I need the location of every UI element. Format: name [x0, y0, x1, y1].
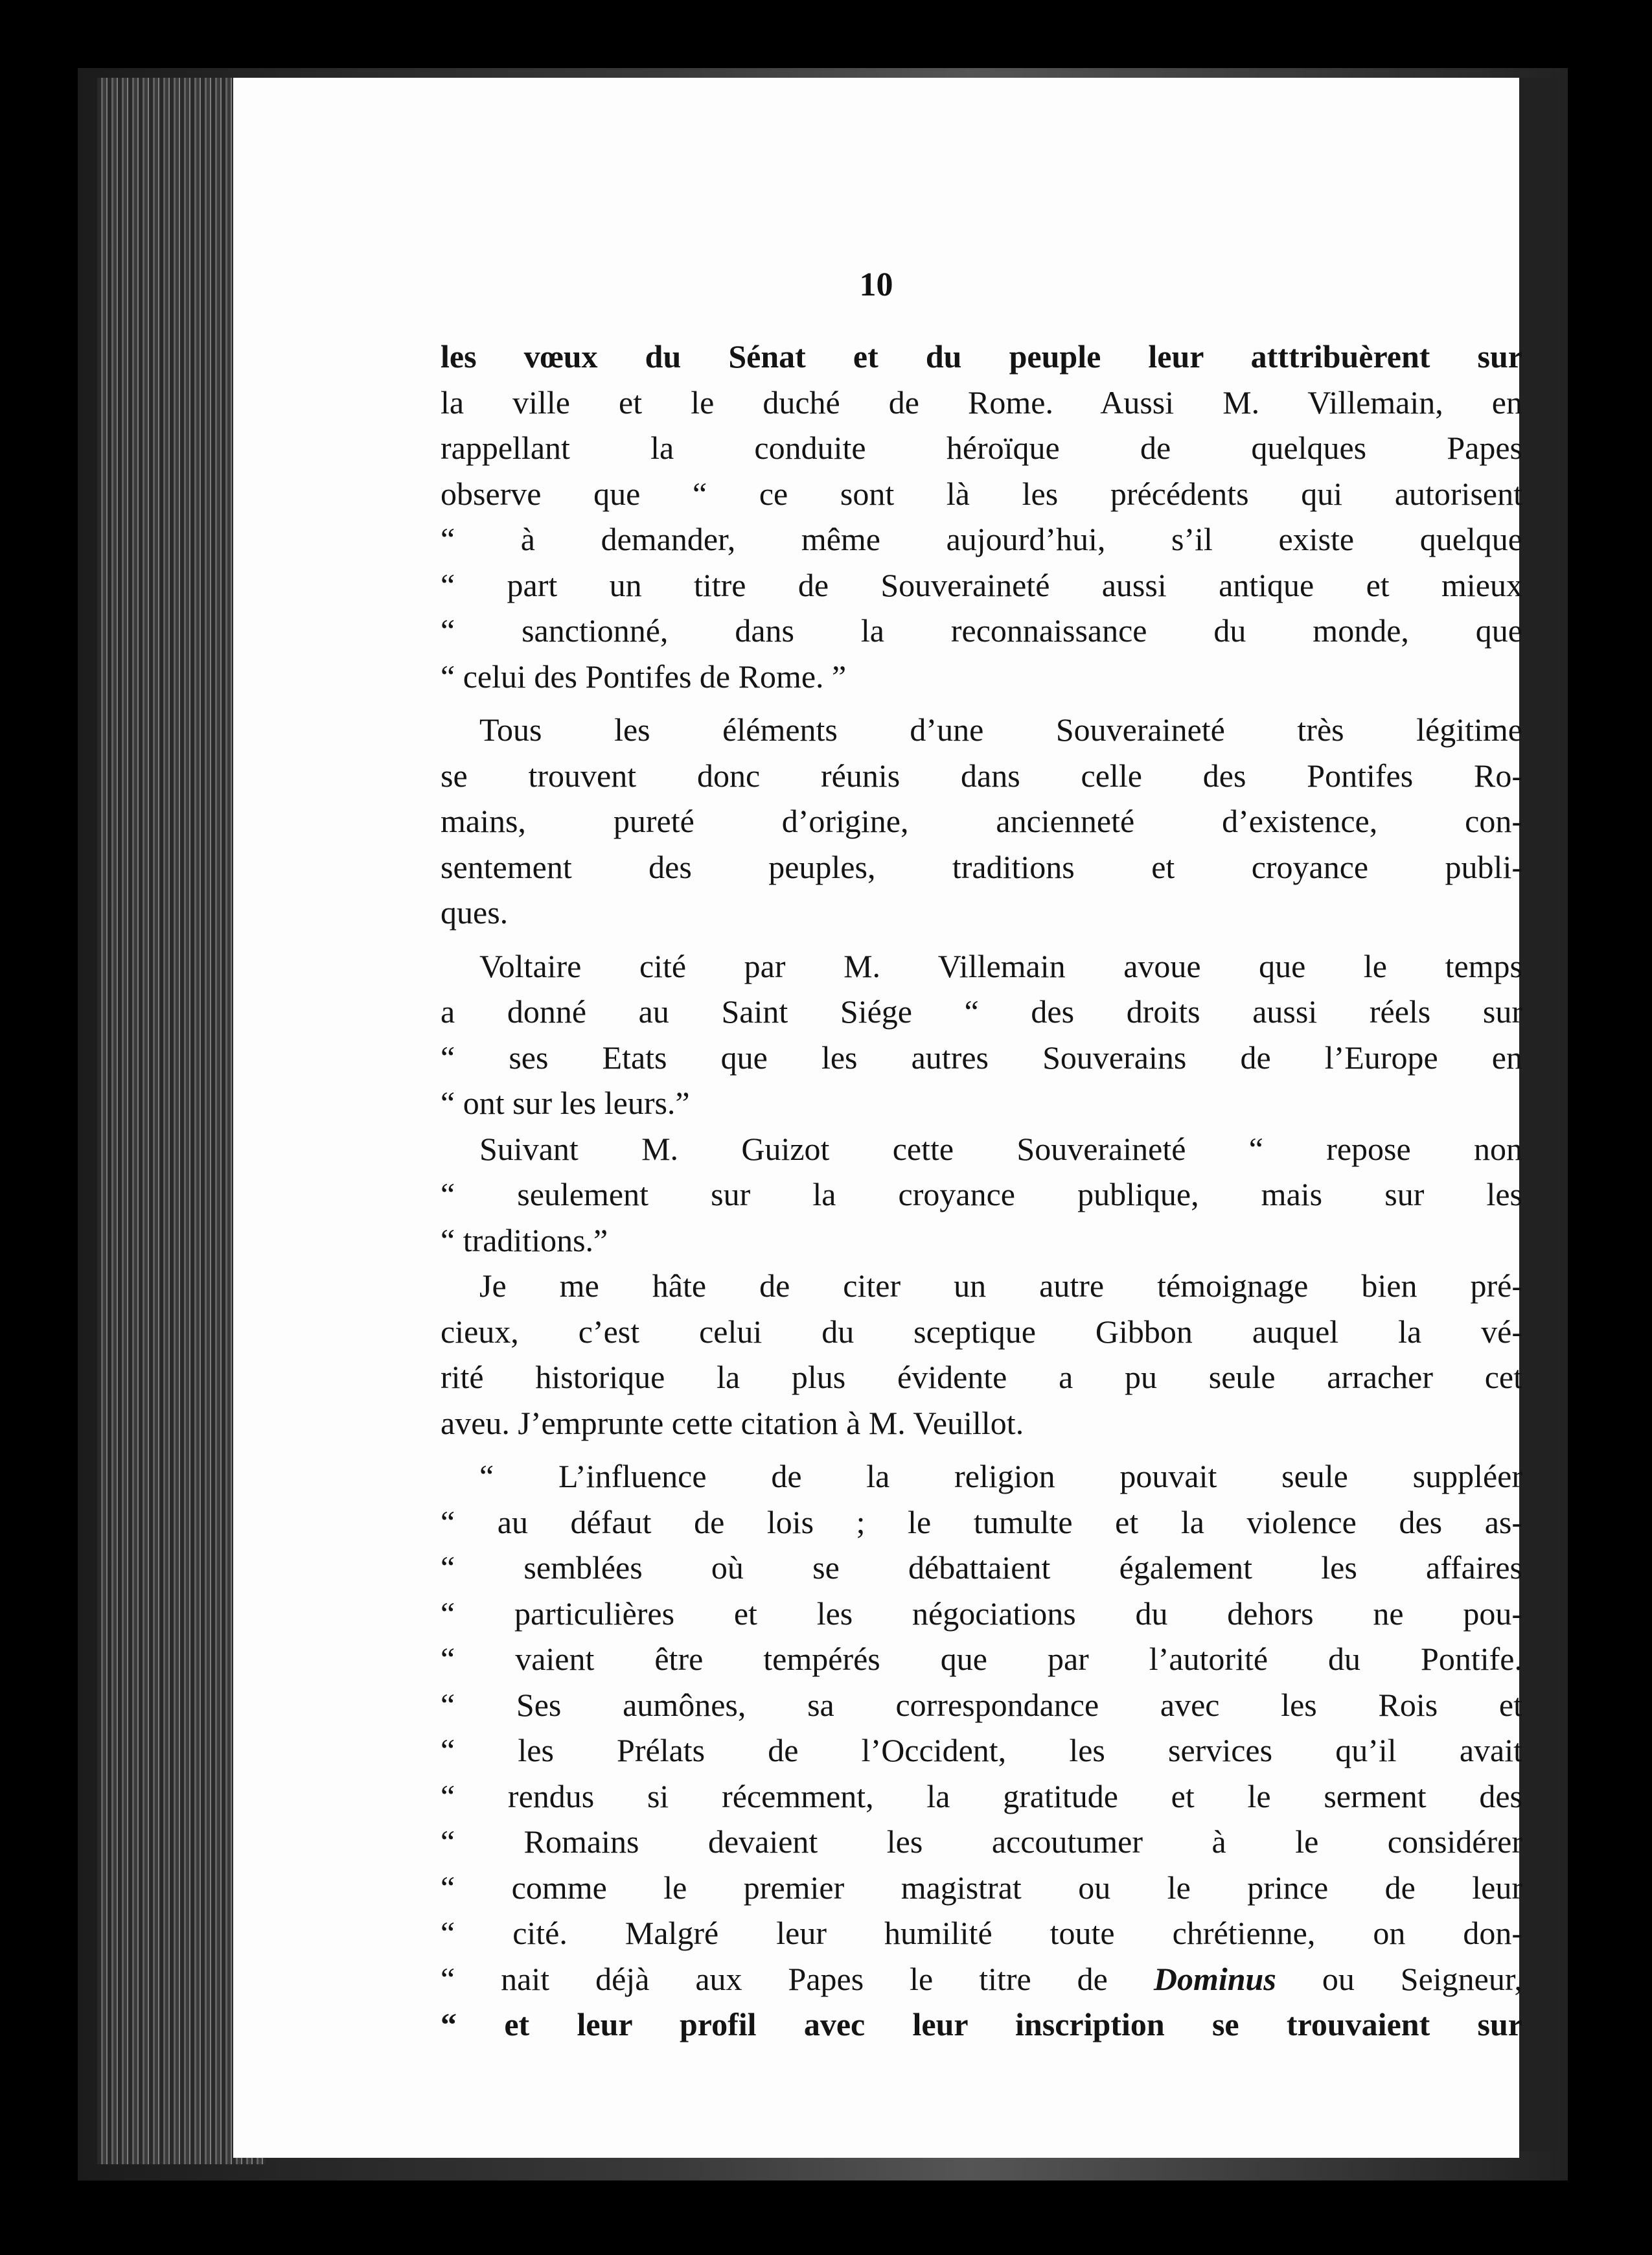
text-line: “ L’influence de la religion pouvait seule suppléer — [479, 1458, 1522, 1494]
text-line: “ et leur profil avec leur inscription se trouvaient sur — [441, 2006, 1522, 2042]
text-line: mains, pureté d’origine, ancienneté d’existence, con- — [441, 803, 1522, 839]
text-line: Suivant M. Guizot cette Souveraineté “ repose non — [479, 1130, 1522, 1167]
text-line: “ particulières et les négociations du dehors ne pou- — [441, 1595, 1522, 1632]
text-line: cieux, c’est celui du sceptique Gibbon auquel la vé- — [441, 1313, 1522, 1350]
text-line: “ rendus si récemment, la gratitude et le serment des — [441, 1777, 1522, 1814]
page-text — [441, 334, 1522, 2048]
text-line: “ vaient être tempérés que par l’autorité du Pontife. — [441, 1641, 1522, 1677]
page-number: 10 — [859, 266, 893, 303]
text-line: sentement des peuples, traditions et croyance publi- — [441, 848, 1522, 885]
text-line: “ part un titre de Souveraineté aussi antique et mieux — [441, 566, 1522, 603]
text-line: Voltaire cité par M. Villemain avoue que le temps — [479, 947, 1522, 984]
text-line: “ Ses aumônes, sa correspondance avec les Rois et — [441, 1686, 1522, 1723]
text-line: “ celui des Pontifes de Rome. ” — [441, 658, 847, 695]
text-line: rité historique la plus évidente a pu seule arracher cet — [441, 1359, 1522, 1395]
text-line: “ ses Etats que les autres Souverains de l’Europe en — [441, 1039, 1522, 1076]
text-line: la ville et le duché de Rome. Aussi M. Villemain, en — [441, 384, 1522, 421]
text-line: “ seulement sur la croyance publique, mais sur les — [441, 1176, 1522, 1212]
text-line: a donné au Saint Siége “ des droits aussi réels sur — [441, 993, 1522, 1030]
text-fragment: ou Seigneur, — [1322, 1960, 1523, 1997]
text-line: observe que “ ce sont là les précédents qui autorisent — [441, 475, 1522, 512]
text-line: “ ont sur les leurs.” — [441, 1085, 690, 1121]
text-line: ques. — [441, 894, 509, 931]
book-right-edge — [1519, 78, 1558, 2151]
text-line: rappellant la conduite héroïque de quelques Papes — [441, 430, 1522, 466]
text-line: “ semblées où se débattaient également les affaires — [441, 1549, 1522, 1586]
text-line: Tous les éléments d’une Souveraineté très légitime — [479, 711, 1522, 748]
italic-word: Dominus — [1153, 1960, 1276, 1997]
text-line: “ cité. Malgré leur humilité toute chrétienne, on don- — [441, 1915, 1522, 1951]
text-line — [441, 1956, 1522, 2002]
book-page — [233, 78, 1523, 2158]
text-fragment: “ nait déjà aux Papes le titre de — [441, 1960, 1108, 1997]
text-line: “ traditions.” — [441, 1221, 608, 1258]
text-line: “ au défaut de lois ; le tumulte et la violence des as- — [441, 1503, 1522, 1540]
text-line: “ à demander, même aujourd’hui, s’il existe quelque — [441, 521, 1522, 557]
text-line: Je me hâte de citer un autre témoignage bien pré- — [479, 1267, 1522, 1304]
text-line: “ Romains devaient les accoutumer à le considérer — [441, 1823, 1522, 1860]
text-line: se trouvent donc réunis dans celle des Pontifes Ro- — [441, 757, 1522, 794]
text-line: “ sanctionné, dans la reconnaissance du monde, que — [441, 612, 1522, 649]
text-line: aveu. J’emprunte cette citation à M. Veuillot. — [441, 1404, 1024, 1441]
text-line: “ les Prélats de l’Occident, les services qu’il avait — [441, 1732, 1522, 1768]
text-line: “ comme le premier magistrat ou le prince de leur — [441, 1869, 1522, 1906]
text-line: les vœux du Sénat et du peuple leur atttribuèrent sur — [441, 338, 1522, 375]
